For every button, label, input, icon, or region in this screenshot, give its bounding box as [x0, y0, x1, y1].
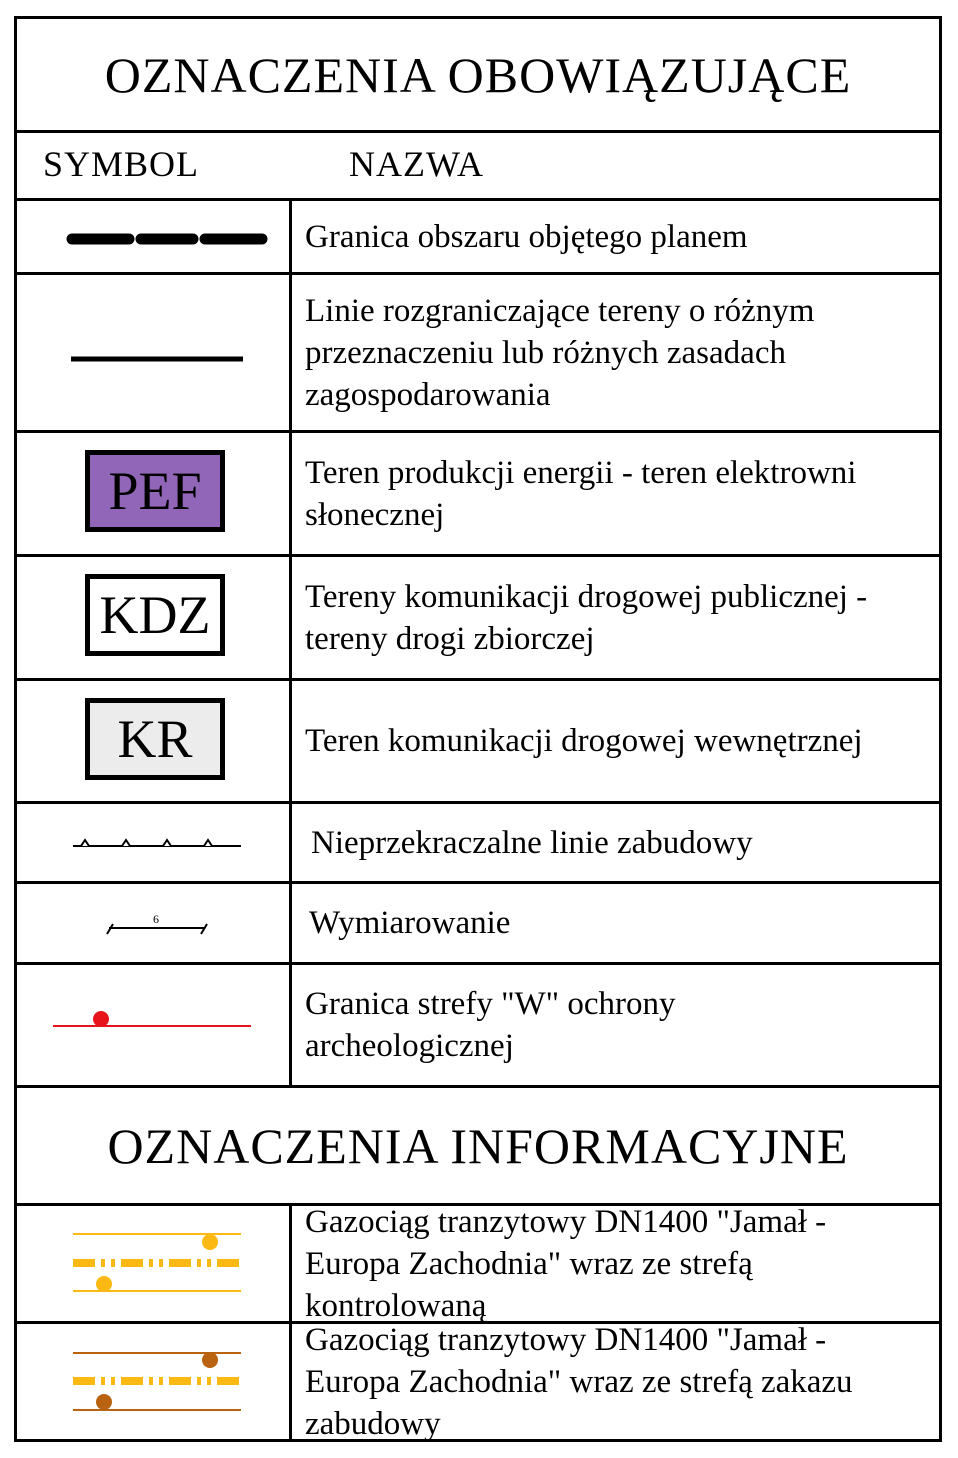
mandatory-title: OZNACZENIA OBOWIĄZUJĄCE — [17, 19, 939, 133]
kdz-box: KDZ — [85, 574, 225, 656]
legend-row — [17, 433, 939, 557]
row-name: Tereny komunikacji drogowej publicznej - tereny drogi zbiorczej — [305, 578, 868, 657]
name-header: NAZWA — [349, 144, 484, 184]
kr-box: KR — [85, 698, 225, 780]
legend-row — [17, 884, 939, 965]
gas-pipeline-no-building-zone-symbol — [17, 1324, 292, 1439]
row-name: Linie rozgraniczające tereny o różnym przeznaczeniu lub różnych zasadach zagospodarowania — [305, 292, 815, 413]
kr-symbol — [17, 681, 292, 801]
legend-row — [17, 965, 939, 1088]
symbol-header: SYMBOL — [43, 144, 200, 184]
dividing-line-symbol — [17, 275, 292, 430]
legend-row — [17, 201, 939, 275]
kdz-symbol — [17, 557, 292, 678]
archaeology-zone-symbol — [17, 965, 292, 1085]
plan-boundary-symbol — [17, 201, 292, 272]
dimension-symbol — [17, 884, 292, 962]
row-name: Teren produkcji energii - teren elektrowni słonecznej — [305, 454, 857, 533]
informative-title: OZNACZENIA INFORMACYJNE — [17, 1088, 939, 1206]
pef-symbol — [17, 433, 292, 554]
header-row — [17, 133, 939, 201]
legend-row — [17, 1203, 939, 1324]
legend-row — [17, 681, 939, 804]
legend-row — [17, 557, 939, 681]
building-line-symbol — [17, 804, 292, 881]
row-name: Nieprzekraczalne linie zabudowy — [311, 824, 753, 861]
row-name: Gazociąg tranzytowy DN1400 "Jamał - Europa Zachodnia" wraz ze strefą kontrolowaną — [305, 1203, 827, 1324]
dimension-label: 6 — [153, 912, 159, 926]
legend-row — [17, 275, 939, 433]
row-name: Teren komunikacji drogowej wewnętrznej — [305, 723, 863, 759]
pef-box: PEF — [85, 450, 225, 532]
gas-pipeline-controlled-zone-symbol — [17, 1206, 292, 1321]
row-name: Granica strefy "W" ochrony archeologicznej — [305, 986, 676, 1064]
legend-row — [17, 804, 939, 884]
row-name: Wymiarowanie — [309, 905, 511, 941]
legend-table — [14, 16, 942, 1442]
row-name: Gazociąg tranzytowy DN1400 "Jamał - Europa Zachodnia" wraz ze strefą zakazu zabudowy — [305, 1321, 853, 1442]
row-name: Granica obszaru objętego planem — [305, 218, 748, 255]
legend-row — [17, 1321, 939, 1442]
